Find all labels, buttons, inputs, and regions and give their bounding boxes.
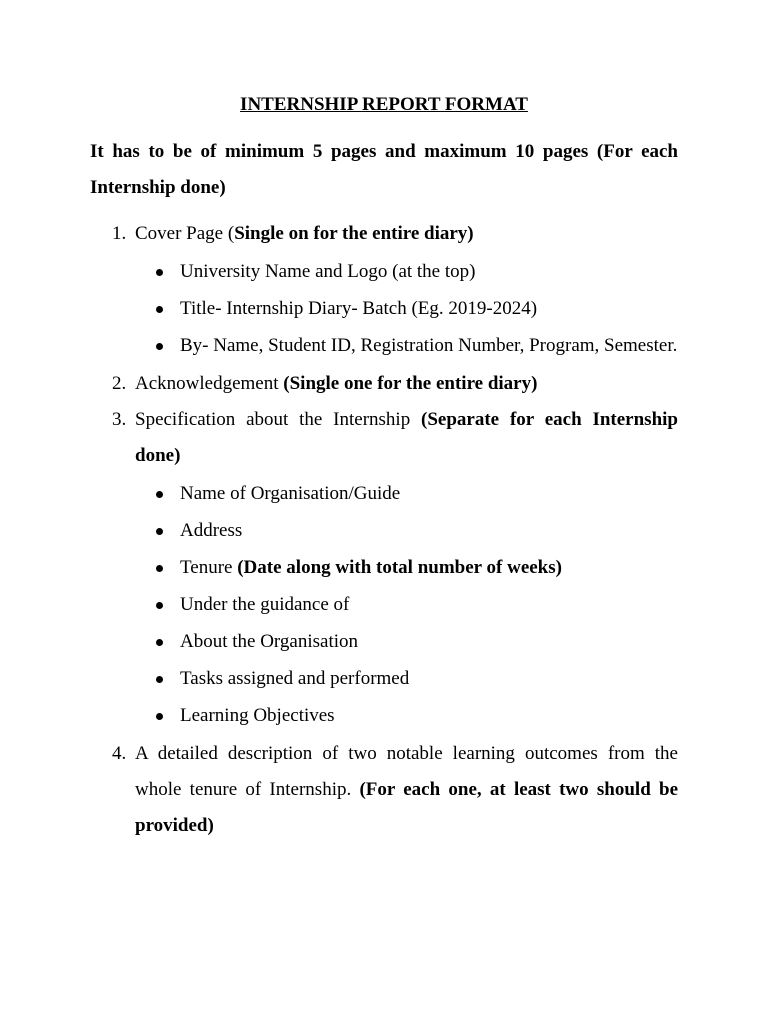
sub-item-text: About the Organisation bbox=[180, 631, 359, 652]
item-number: 3. bbox=[112, 409, 127, 430]
item-bold-text: Single on for the entire diary) bbox=[234, 223, 474, 244]
document-title: INTERNSHIP REPORT FORMAT bbox=[240, 94, 528, 115]
sub-item-text: Tenure bbox=[180, 557, 238, 578]
list-item bbox=[112, 402, 678, 733]
sub-list-item bbox=[180, 625, 678, 659]
item-bold-text: (Single one for the entire diary) bbox=[283, 373, 538, 394]
intro-text: It has to be of minimum 5 pages and maximum 10 pages (For each Internship done) bbox=[90, 141, 678, 198]
item-bold-text: (For each one, at least two should be provided) bbox=[135, 779, 678, 836]
bullet-icon bbox=[156, 343, 163, 350]
sub-item-text: University Name and Logo (at the top) bbox=[180, 261, 476, 282]
list-item bbox=[112, 366, 678, 402]
item-number: 2. bbox=[112, 373, 127, 394]
sub-list bbox=[135, 477, 678, 733]
sub-list-item bbox=[180, 514, 678, 548]
bullet-icon bbox=[156, 269, 163, 276]
main-list bbox=[90, 216, 678, 844]
bullet-icon bbox=[156, 602, 163, 609]
sub-list-item bbox=[180, 255, 678, 289]
bullet-icon bbox=[156, 306, 163, 313]
item-bold-text: (Separate for each Internship done) bbox=[135, 409, 678, 466]
sub-item-text: By- Name, Student ID, Registration Number, Program, Semester. bbox=[180, 335, 678, 356]
bullet-icon bbox=[156, 713, 163, 720]
item-text: Cover Page ( bbox=[135, 223, 235, 244]
list-item bbox=[112, 736, 678, 844]
item-text: Specification about the Internship bbox=[135, 409, 422, 430]
bullet-icon bbox=[156, 676, 163, 683]
bullet-icon bbox=[156, 565, 163, 572]
sub-list-item bbox=[180, 477, 678, 511]
bullet-icon bbox=[156, 639, 163, 646]
sub-list-item bbox=[180, 551, 678, 585]
sub-list-item bbox=[180, 699, 678, 733]
sub-item-text: Learning Objectives bbox=[180, 705, 335, 726]
bullet-icon bbox=[156, 528, 163, 535]
sub-item-text: Tasks assigned and performed bbox=[180, 668, 410, 689]
item-number: 1. bbox=[112, 223, 127, 244]
sub-list-item bbox=[180, 292, 678, 326]
list-item bbox=[112, 216, 678, 363]
sub-list-item bbox=[180, 588, 678, 622]
item-number: 4. bbox=[112, 743, 127, 764]
item-text: Acknowledgement bbox=[135, 373, 284, 394]
sub-item-text: Under the guidance of bbox=[180, 594, 350, 615]
sub-list bbox=[135, 255, 678, 363]
item-text: A detailed description of two notable learning outcomes from the whole tenure of Internship. bbox=[135, 743, 678, 800]
bullet-icon bbox=[156, 491, 163, 498]
sub-item-text: Title- Internship Diary- Batch (Eg. 2019-2024) bbox=[180, 298, 538, 319]
sub-list-item bbox=[180, 329, 678, 363]
sub-item-text: Address bbox=[180, 520, 243, 541]
sub-list-item bbox=[180, 662, 678, 696]
sub-item-bold-text: (Date along with total number of weeks) bbox=[237, 557, 562, 578]
sub-item-text: Name of Organisation/Guide bbox=[180, 483, 401, 504]
